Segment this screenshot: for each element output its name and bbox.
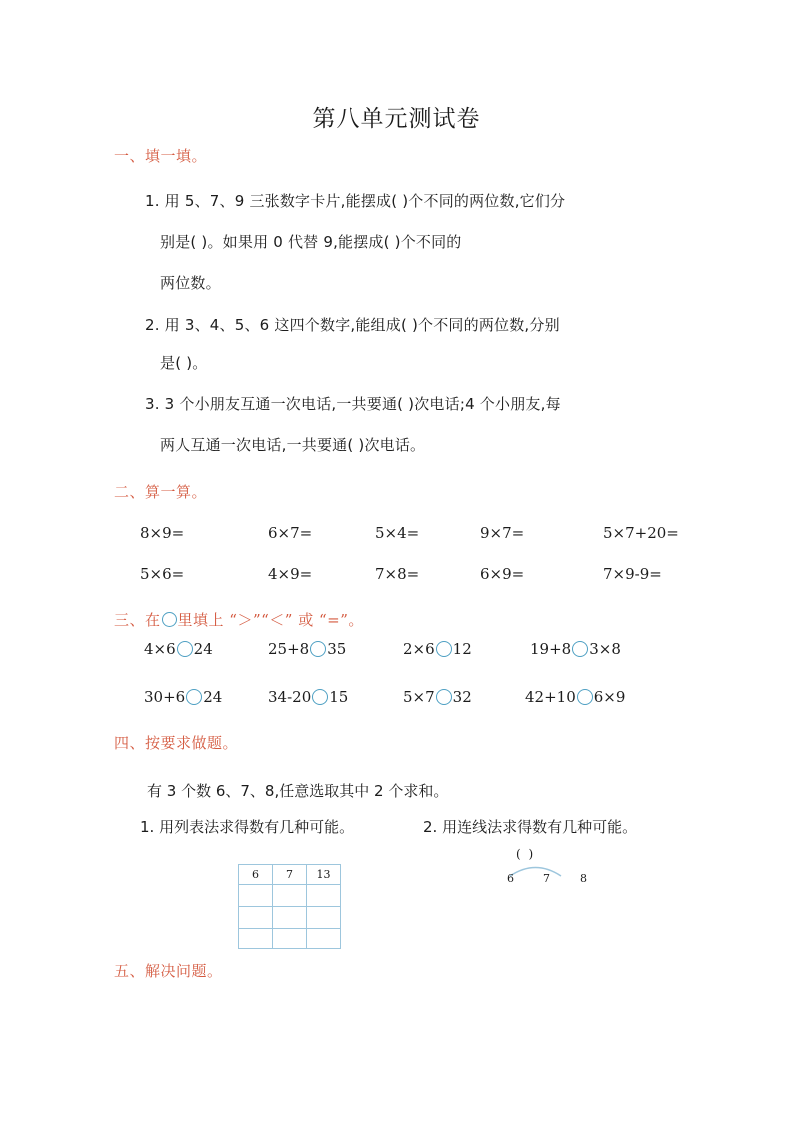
- compare-circle-icon[interactable]: [186, 689, 202, 705]
- question-1-line-2: 别是( )。如果用 0 代替 9,能摆成( )个不同的: [160, 233, 462, 251]
- table-cell[interactable]: [273, 929, 307, 949]
- table-cell[interactable]: [239, 885, 273, 907]
- compare-circle-icon[interactable]: [572, 641, 588, 657]
- calc-row-2: [140, 565, 740, 587]
- calc-item: 6×7=: [268, 524, 313, 542]
- section-heading-1: 一、填一填。: [114, 147, 208, 165]
- connect-arc-icon: [508, 862, 563, 878]
- compare-left: 42+10: [525, 688, 576, 706]
- table-cell[interactable]: 7: [273, 865, 307, 885]
- table-row: [239, 885, 341, 907]
- calc-item: 5×6=: [140, 565, 185, 583]
- compare-circle-icon[interactable]: [177, 641, 193, 657]
- compare-circle-icon[interactable]: [436, 641, 452, 657]
- line-method-diagram: [496, 848, 606, 894]
- compare-circle-icon[interactable]: [577, 689, 593, 705]
- table-row: [239, 907, 341, 929]
- question-2-line-2: 是( )。: [160, 354, 208, 372]
- compare-right: 32: [452, 688, 472, 706]
- calc-item: 8×9=: [140, 524, 185, 542]
- compare-item: [268, 688, 348, 706]
- compare-right: 15: [329, 688, 349, 706]
- question-2-line-1: 2. 用 3、4、5、6 这四个数字,能组成( )个不同的两位数,分别: [145, 316, 560, 334]
- calc-item: 5×4=: [375, 524, 420, 542]
- calc-item: 5×7+20=: [603, 524, 679, 542]
- compare-item: [144, 688, 222, 706]
- section-4-subquestion-1: 1. 用列表法求得数有几种可能。: [140, 818, 355, 836]
- compare-item: [530, 640, 621, 658]
- section-heading-5: 五、解决问题。: [114, 962, 223, 980]
- calc-item: 9×7=: [480, 524, 525, 542]
- section-heading-3-part1: 三、在: [114, 611, 161, 629]
- table-cell[interactable]: [307, 929, 341, 949]
- compare-left: 19+8: [530, 640, 572, 658]
- diagram-number: 8: [580, 872, 587, 885]
- compare-item: [403, 640, 472, 658]
- calc-item: 7×9-9=: [603, 565, 662, 583]
- table-cell[interactable]: [273, 885, 307, 907]
- diagram-number: 7: [543, 872, 550, 885]
- list-method-table-wrapper: [238, 864, 341, 949]
- compare-left: 30+6: [144, 688, 186, 706]
- compare-circle-icon: [162, 612, 177, 627]
- table-cell[interactable]: [273, 907, 307, 929]
- calc-item: 7×8=: [375, 565, 420, 583]
- question-3-line-1: 3. 3 个小朋友互通一次电话,一共要通( )次电话;4 个小朋友,每: [145, 395, 561, 413]
- table-cell[interactable]: 13: [307, 865, 341, 885]
- compare-right: 6×9: [593, 688, 626, 706]
- table-row: [239, 929, 341, 949]
- calc-item: 4×9=: [268, 565, 313, 583]
- compare-right: 24: [193, 640, 213, 658]
- section-heading-2: 二、算一算。: [114, 483, 208, 501]
- section-4-subquestion-2: 2. 用连线法求得数有几种可能。: [423, 818, 638, 836]
- question-1-line-1: 1. 用 5、7、9 三张数字卡片,能摆成( )个不同的两位数,它们分: [145, 192, 566, 210]
- section-heading-4: 四、按要求做题。: [114, 734, 239, 752]
- table-row: [239, 865, 341, 885]
- table-cell[interactable]: [307, 885, 341, 907]
- compare-right: 35: [327, 640, 347, 658]
- page-title: 第八单元测试卷: [312, 106, 481, 132]
- section-4-stem: 有 3 个数 6、7、8,任意选取其中 2 个求和。: [147, 782, 449, 800]
- calc-row-1: [140, 524, 740, 546]
- compare-right: 12: [452, 640, 472, 658]
- compare-right: 3×8: [589, 640, 621, 658]
- calc-item: 6×9=: [480, 565, 525, 583]
- compare-row-2: [140, 688, 740, 712]
- diagram-answer-blank[interactable]: ( ): [516, 847, 536, 861]
- compare-circle-icon[interactable]: [436, 689, 452, 705]
- compare-left: 25+8: [268, 640, 310, 658]
- question-1-line-3: 两位数。: [160, 274, 221, 292]
- compare-item: [268, 640, 346, 658]
- table-cell[interactable]: 6: [239, 865, 273, 885]
- compare-left: 5×7: [403, 688, 435, 706]
- table-cell[interactable]: [239, 929, 273, 949]
- compare-item: [144, 640, 213, 658]
- compare-circle-icon[interactable]: [310, 641, 326, 657]
- compare-left: 2×6: [403, 640, 435, 658]
- section-heading-3: [114, 609, 364, 630]
- compare-left: 34-20: [268, 688, 312, 706]
- compare-row-1: [140, 640, 740, 664]
- compare-item: [403, 688, 472, 706]
- diagram-number: 6: [507, 872, 514, 885]
- compare-circle-icon[interactable]: [312, 689, 328, 705]
- table-cell[interactable]: [307, 907, 341, 929]
- question-3-line-2: 两人互通一次电话,一共要通( )次电话。: [160, 436, 426, 454]
- compare-item: [525, 688, 625, 706]
- table-cell[interactable]: [239, 907, 273, 929]
- compare-right: 24: [203, 688, 223, 706]
- compare-left: 4×6: [144, 640, 176, 658]
- section-heading-3-part2: 里填上 “＞”“＜” 或 “=”。: [177, 611, 364, 629]
- list-method-table[interactable]: [238, 864, 341, 949]
